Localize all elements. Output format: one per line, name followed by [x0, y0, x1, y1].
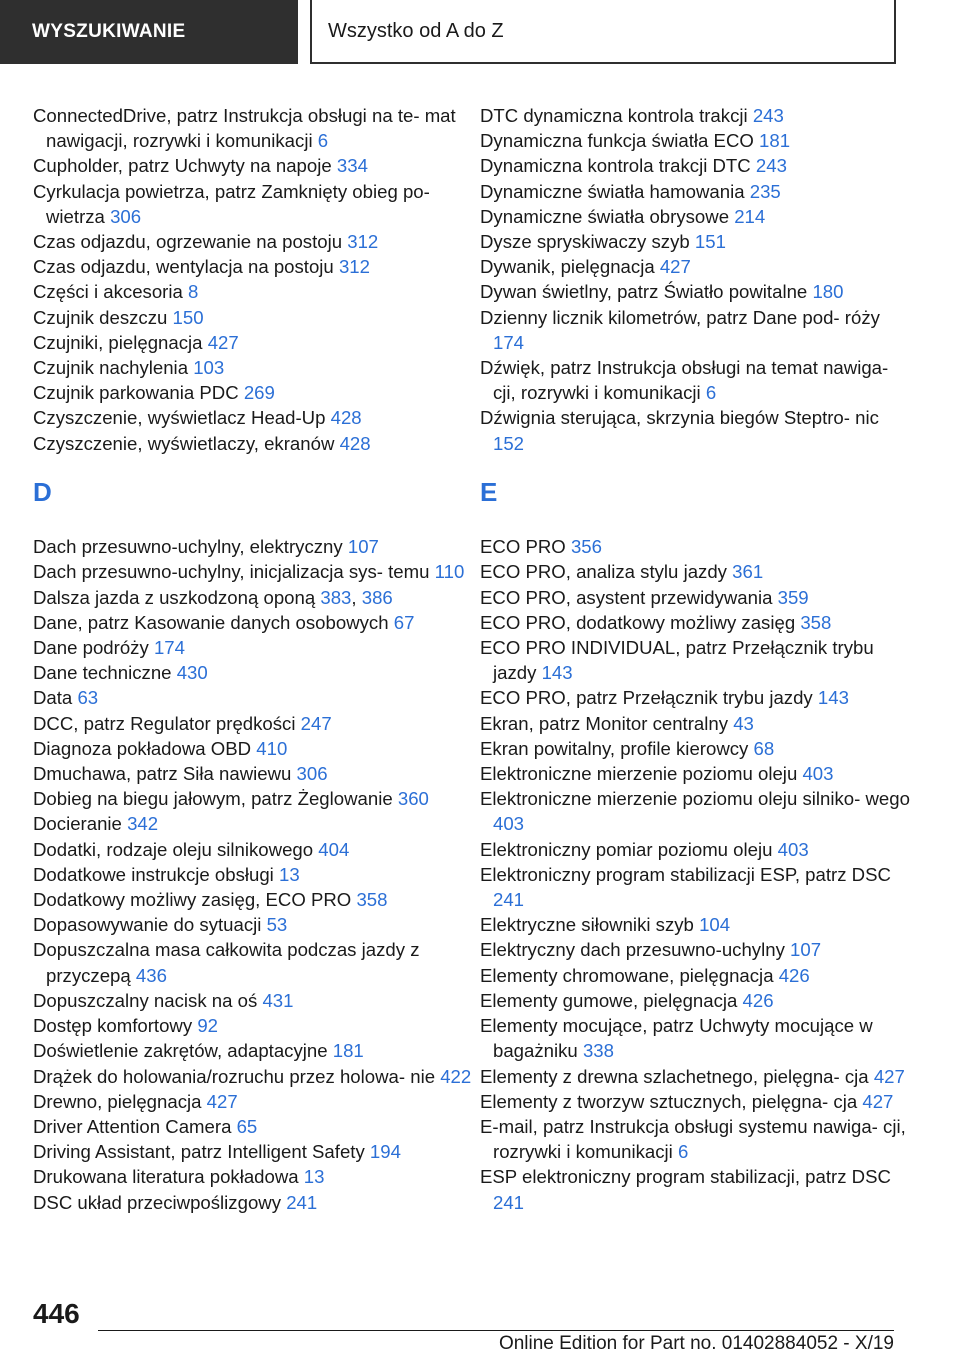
index-entry	[480, 837, 910, 862]
index-entry-text: Czujnik deszczu	[33, 306, 168, 328]
index-entry-text: ECO PRO	[480, 536, 566, 558]
index-entry	[33, 229, 473, 254]
index-page-link[interactable]: 241	[286, 1191, 318, 1213]
index-page-link[interactable]: 338	[582, 1040, 614, 1062]
index-entry-text: Dane techniczne	[33, 662, 172, 684]
index-page-link[interactable]: 143	[817, 687, 849, 709]
page-title: Wszystko od A do Z	[310, 0, 896, 64]
index-entry	[480, 279, 910, 304]
index-page-link[interactable]: 107	[790, 939, 822, 961]
index-entry-text: Drążek do holowania/rozruchu przez holowa‐ nie	[33, 1065, 436, 1087]
index-entry	[480, 103, 910, 128]
index-entry	[33, 610, 473, 635]
index-entry	[480, 1164, 910, 1214]
index-page-link[interactable]: 63	[77, 687, 99, 709]
index-entry-text: E-mail, patrz Instrukcja obsługi systemu nawiga‐ cji, rozrywki i komunikacji	[480, 1115, 906, 1163]
index-column-left	[33, 103, 473, 1215]
footer-divider	[98, 1330, 894, 1331]
index-entry-text: Dostęp komfortowy	[33, 1015, 193, 1037]
index-entry-text: Dywan świetlny, patrz Światło powitalne	[480, 281, 808, 303]
index-entry-text: Dalsza jazda z uszkodzoną oponą	[33, 586, 316, 608]
index-page-link[interactable]: 312	[347, 231, 379, 253]
index-page-link[interactable]: 359	[777, 586, 809, 608]
index-entry-text: ECO PRO INDIVIDUAL, patrz Przełącznik trybu jazdy	[480, 637, 874, 684]
index-entry	[480, 786, 910, 836]
index-entry	[33, 1013, 473, 1038]
index-entry	[33, 431, 473, 456]
index-entry	[480, 559, 910, 584]
index-entry-text: DCC, patrz Regulator prędkości	[33, 712, 296, 734]
index-entry-text: ESP elektroniczny program stabilizacji, patrz DSC	[480, 1166, 891, 1188]
index-page-link[interactable]: 427	[207, 331, 239, 353]
index-page-link[interactable]: 110	[434, 561, 465, 583]
index-page-link[interactable]: 68	[753, 737, 775, 759]
index-page-link[interactable]: 306	[296, 763, 328, 785]
index-page-link[interactable]: 427	[659, 256, 691, 278]
index-entry	[33, 660, 473, 685]
index-entry	[33, 1190, 473, 1215]
index-letter-heading: E	[480, 476, 498, 507]
index-page-link[interactable]: 43	[733, 712, 754, 734]
index-entry	[480, 635, 910, 685]
index-entry	[33, 330, 473, 355]
index-page-link[interactable]: 383	[320, 586, 352, 608]
index-entry-text: Elementy z drewna szlachetnego, pielęgna‐ cja	[480, 1065, 869, 1087]
index-entry: Dalsza jazda z uszkodzoną oponą 383, 386	[33, 586, 393, 608]
index-page-link[interactable]: 13	[278, 863, 300, 885]
index-letter-heading: D	[33, 476, 52, 507]
index-page-link[interactable]: 181	[759, 130, 791, 152]
index-entry	[33, 103, 473, 153]
index-entry	[33, 355, 473, 380]
index-entry-text: Dobieg na biegu jałowym, patrz Żeglowanie	[33, 788, 393, 810]
index-entry	[480, 153, 910, 178]
index-page-link[interactable]: 361	[732, 561, 764, 583]
index-page-link[interactable]: 214	[734, 205, 766, 227]
index-entry	[33, 1089, 473, 1114]
index-entry	[480, 534, 910, 559]
index-page-link[interactable]: 312	[338, 256, 370, 278]
index-page-link[interactable]: 427	[873, 1065, 905, 1087]
index-entry	[480, 988, 910, 1013]
index-page-link[interactable]: 342	[127, 813, 159, 835]
index-page-link[interactable]: 360	[397, 788, 429, 810]
index-entry-text: Elektroniczny pomiar poziomu oleju	[480, 838, 773, 860]
index-entry-text: Dane, patrz Kasowanie danych osobowych	[33, 611, 389, 633]
index-entry-text: Części i akcesoria	[33, 281, 183, 303]
index-page-link[interactable]: 358	[800, 611, 832, 633]
index-entry	[33, 405, 473, 430]
index-entry	[33, 786, 473, 811]
index-entry	[480, 1013, 910, 1063]
index-page-link[interactable]: 13	[303, 1166, 325, 1188]
index-entry	[480, 736, 910, 761]
index-entry-text: Dynamiczne światła obrysowe	[480, 205, 730, 227]
index-entry	[33, 635, 473, 660]
index-page-link[interactable]: 243	[752, 105, 784, 126]
index-entry	[33, 862, 473, 887]
index-entry	[33, 254, 473, 279]
index-entry-text: Dźwignia sterująca, skrzynia biegów Steptro‐ nic	[480, 407, 879, 429]
index-page-link[interactable]: 181	[332, 1040, 364, 1062]
index-entry	[480, 610, 910, 635]
index-entry-text: Docieranie	[33, 813, 122, 835]
index-entry	[33, 559, 473, 584]
index-page-link[interactable]: 174	[493, 331, 525, 353]
index-entry	[480, 711, 910, 736]
index-entry	[480, 761, 910, 786]
index-entry	[480, 229, 910, 254]
index-entry-text: Dywanik, pielęgnacja	[480, 256, 655, 278]
index-entry-text: Elektroniczny program stabilizacji ESP, patrz DSC	[480, 863, 891, 885]
index-page-link[interactable]: 427	[862, 1090, 894, 1112]
index-entry	[480, 355, 910, 405]
index-page-link[interactable]: 428	[339, 432, 371, 454]
index-entry	[480, 1114, 910, 1164]
index-entry-text: Driver Attention Camera	[33, 1115, 232, 1137]
index-entry	[480, 1064, 910, 1089]
index-entry-text: ConnectedDrive, patrz Instrukcja obsługi na te‐ mat nawigacji, rozrywki i komunikacji	[33, 105, 456, 152]
index-page-link[interactable]: 426	[742, 989, 774, 1011]
index-entry-text: Czas odjazdu, wentylacja na postoju	[33, 256, 334, 278]
index-entry-text: DTC dynamiczna kontrola trakcji	[480, 105, 748, 126]
index-entry	[480, 1089, 910, 1114]
index-entry-text: Elektroniczne mierzenie poziomu oleju	[480, 763, 798, 785]
index-entry	[33, 685, 473, 710]
index-entry-text: Dodatkowy możliwy zasięg, ECO PRO	[33, 889, 352, 911]
index-entry	[33, 1114, 473, 1139]
index-entry	[480, 305, 910, 355]
index-entry	[33, 1164, 473, 1189]
index-entry	[33, 811, 473, 836]
page-number: 446	[33, 1298, 80, 1329]
index-entry	[33, 1064, 473, 1089]
index-entry	[33, 887, 473, 912]
index-entry	[33, 761, 473, 786]
index-entry-text: Data	[33, 687, 73, 709]
index-page-link[interactable]: 6	[317, 130, 329, 152]
index-entry-text: Elektroniczne mierzenie poziomu oleju silniko‐ wego	[480, 788, 910, 810]
index-page-link[interactable]: 243	[755, 155, 787, 177]
index-entry-text: Dmuchawa, patrz Siła nawiewu	[33, 763, 292, 785]
index-page-link[interactable]: 422	[440, 1065, 472, 1087]
index-entry-text: Elementy mocujące, patrz Uchwyty mocujące w bagażniku	[480, 1015, 873, 1062]
index-entry	[480, 405, 910, 455]
index-entry	[33, 179, 473, 229]
index-entry	[33, 937, 473, 987]
index-page-link[interactable]: 6	[705, 382, 717, 404]
index-page-link[interactable]: 356	[570, 536, 602, 558]
index-page-link[interactable]: 247	[300, 712, 332, 734]
index-entry-text: Dach przesuwno-uchylny, elektryczny	[33, 536, 343, 558]
index-entry-text: Czyszczenie, wyświetlacz Head-Up	[33, 407, 326, 429]
index-entry-text: Czujnik nachylenia	[33, 357, 189, 379]
index-page-link[interactable]: 151	[694, 231, 726, 253]
index-entry-text: Drukowana literatura pokładowa	[33, 1166, 299, 1188]
index-page-link[interactable]: 235	[749, 180, 781, 202]
index-entry-text: ECO PRO, dodatkowy możliwy zasięg	[480, 611, 796, 633]
index-entry	[480, 204, 910, 229]
index-entry	[33, 305, 473, 330]
index-entry-text: Ekran, patrz Monitor centralny	[480, 712, 729, 734]
index-page-link[interactable]: 180	[812, 281, 844, 303]
index-page-link[interactable]: 334	[336, 155, 368, 177]
index-entry	[33, 988, 473, 1013]
index-entry-text: Czyszczenie, wyświetlaczy, ekranów	[33, 432, 335, 454]
index-entry-text: Drewno, pielęgnacja	[33, 1090, 202, 1112]
index-page-link[interactable]: 152	[493, 432, 525, 454]
index-entry	[33, 380, 473, 405]
index-entry	[480, 862, 910, 912]
index-entry	[480, 128, 910, 153]
index-entry-text: Dodatki, rodzaje oleju silnikowego	[33, 838, 314, 860]
index-entry-text: Dynamiczna funkcja światła ECO	[480, 130, 754, 152]
index-entry-text: DSC układ przeciwpoślizgowy	[33, 1191, 282, 1213]
index-entry-text: Elektryczny dach przesuwno-uchylny	[480, 939, 785, 961]
index-entry	[33, 912, 473, 937]
index-entry	[33, 1139, 473, 1164]
index-entry	[480, 585, 910, 610]
index-entry-text: Dynamiczne światła hamowania	[480, 180, 745, 202]
index-entry-text: ECO PRO, patrz Przełącznik trybu jazdy	[480, 687, 813, 709]
index-entry	[33, 736, 473, 761]
index-entry	[480, 912, 910, 937]
index-entry-text: Dźwięk, patrz Instrukcja obsługi na temat nawiga‐ cji, rozrywki i komunikacji	[480, 357, 889, 404]
footer-edition: Online Edition for Part no. 01402884052 - X/19	[498, 1333, 894, 1354]
index-entry	[33, 837, 473, 862]
index-entry	[33, 534, 473, 559]
index-entry-text: Cyrkulacja powietrza, patrz Zamknięty obieg po‐ wietrza	[33, 180, 430, 227]
index-page-link[interactable]: 426	[778, 964, 810, 986]
index-page-link[interactable]: 404	[318, 838, 350, 860]
index-page-link[interactable]: 269	[243, 382, 275, 404]
index-page-link[interactable]: 103	[193, 357, 225, 379]
index-entry	[480, 937, 910, 962]
index-entry-text: Dach przesuwno-uchylny, inicjalizacja sys‐ temu	[33, 561, 430, 583]
index-column-right	[480, 103, 910, 1215]
index-page-link[interactable]: 6	[677, 1141, 689, 1163]
index-page-link[interactable]: 403	[777, 838, 809, 860]
index-page-link[interactable]: 150	[172, 306, 204, 328]
index-entry-text: Czas odjazdu, ogrzewanie na postoju	[33, 231, 343, 253]
index-page-link[interactable]: 306	[110, 205, 142, 227]
index-entry-text: Dynamiczna kontrola trakcji DTC	[480, 155, 751, 177]
index-page-link[interactable]: 104	[699, 914, 731, 936]
index-page-link[interactable]: 410	[256, 737, 288, 759]
index-page-link[interactable]: 403	[802, 763, 834, 785]
index-entry-text: ECO PRO, analiza stylu jazdy	[480, 561, 727, 583]
index-entry-text: Diagnoza pokładowa OBD	[33, 737, 252, 759]
index-page-link[interactable]: 358	[356, 889, 388, 911]
index-entry-text: Dysze spryskiwaczy szyb	[480, 231, 690, 253]
index-page-link[interactable]: 8	[188, 281, 199, 303]
index-page-link[interactable]: 107	[347, 536, 379, 558]
index-entry-text: Doświetlenie zakrętów, adaptacyjne	[33, 1040, 328, 1062]
index-entry-text: Dopuszczalna masa całkowita podczas jazdy z przyczepą	[33, 939, 420, 986]
index-page-link[interactable]: 53	[266, 914, 288, 936]
index-entry-text: Czujnik parkowania PDC	[33, 382, 239, 404]
index-page-link[interactable]: 92	[197, 1015, 218, 1037]
index-entry-text: Elementy gumowe, pielęgnacja	[480, 989, 738, 1011]
index-page-link[interactable]: 428	[330, 407, 362, 429]
index-page-link[interactable]: 403	[493, 813, 525, 835]
index-entry	[480, 685, 910, 710]
index-entry	[480, 254, 910, 279]
index-page-link[interactable]: 241	[493, 1191, 525, 1213]
section-tab: WYSZUKIWANIE	[0, 0, 298, 64]
index-page-link[interactable]: 436	[135, 964, 167, 986]
index-page-link[interactable]: 431	[262, 989, 294, 1011]
index-entry-text: ECO PRO, asystent przewidywania	[480, 586, 773, 608]
index-entry	[480, 179, 910, 204]
index-entry-text: Elementy z tworzyw sztucznych, pielęgna‐ cja	[480, 1090, 858, 1112]
index-page-link[interactable]: 67	[393, 611, 415, 633]
index-page-link[interactable]: 65	[236, 1115, 258, 1137]
index-page-link[interactable]: 194	[369, 1141, 401, 1163]
index-entry-text: Dopasowywanie do sytuacji	[33, 914, 262, 936]
index-entry-text: Dzienny licznik kilometrów, patrz Dane pod‐ róży	[480, 306, 880, 328]
page-header	[0, 0, 960, 64]
index-entry	[33, 153, 473, 178]
index-page-link[interactable]: 386	[361, 586, 393, 608]
index-page-link[interactable]: 427	[206, 1090, 238, 1112]
index-entry	[480, 963, 910, 988]
index-entry	[33, 279, 473, 304]
index-page-link[interactable]: 143	[541, 662, 573, 684]
index-entry-text: Dane podróży	[33, 637, 149, 659]
index-entry-text: Elektryczne siłowniki szyb	[480, 914, 694, 936]
index-entry-text: Driving Assistant, patrz Intelligent Safety	[33, 1141, 365, 1163]
index-entry	[33, 711, 473, 736]
index-page-link[interactable]: 174	[153, 637, 185, 659]
index-page-link[interactable]: 241	[493, 889, 525, 911]
index-page-link[interactable]: 430	[176, 662, 208, 684]
index-entry-text: Czujniki, pielęgnacja	[33, 331, 203, 353]
index-entry-text: Dopuszczalny nacisk na oś	[33, 989, 258, 1011]
index-entry-text: Cupholder, patrz Uchwyty na napoje	[33, 155, 332, 177]
index-entry-text: Elementy chromowane, pielęgnacja	[480, 964, 774, 986]
index-entry	[33, 1038, 473, 1063]
index-entry-text: Ekran powitalny, profile kierowcy	[480, 737, 749, 759]
index-entry-text: Dodatkowe instrukcje obsługi	[33, 863, 274, 885]
